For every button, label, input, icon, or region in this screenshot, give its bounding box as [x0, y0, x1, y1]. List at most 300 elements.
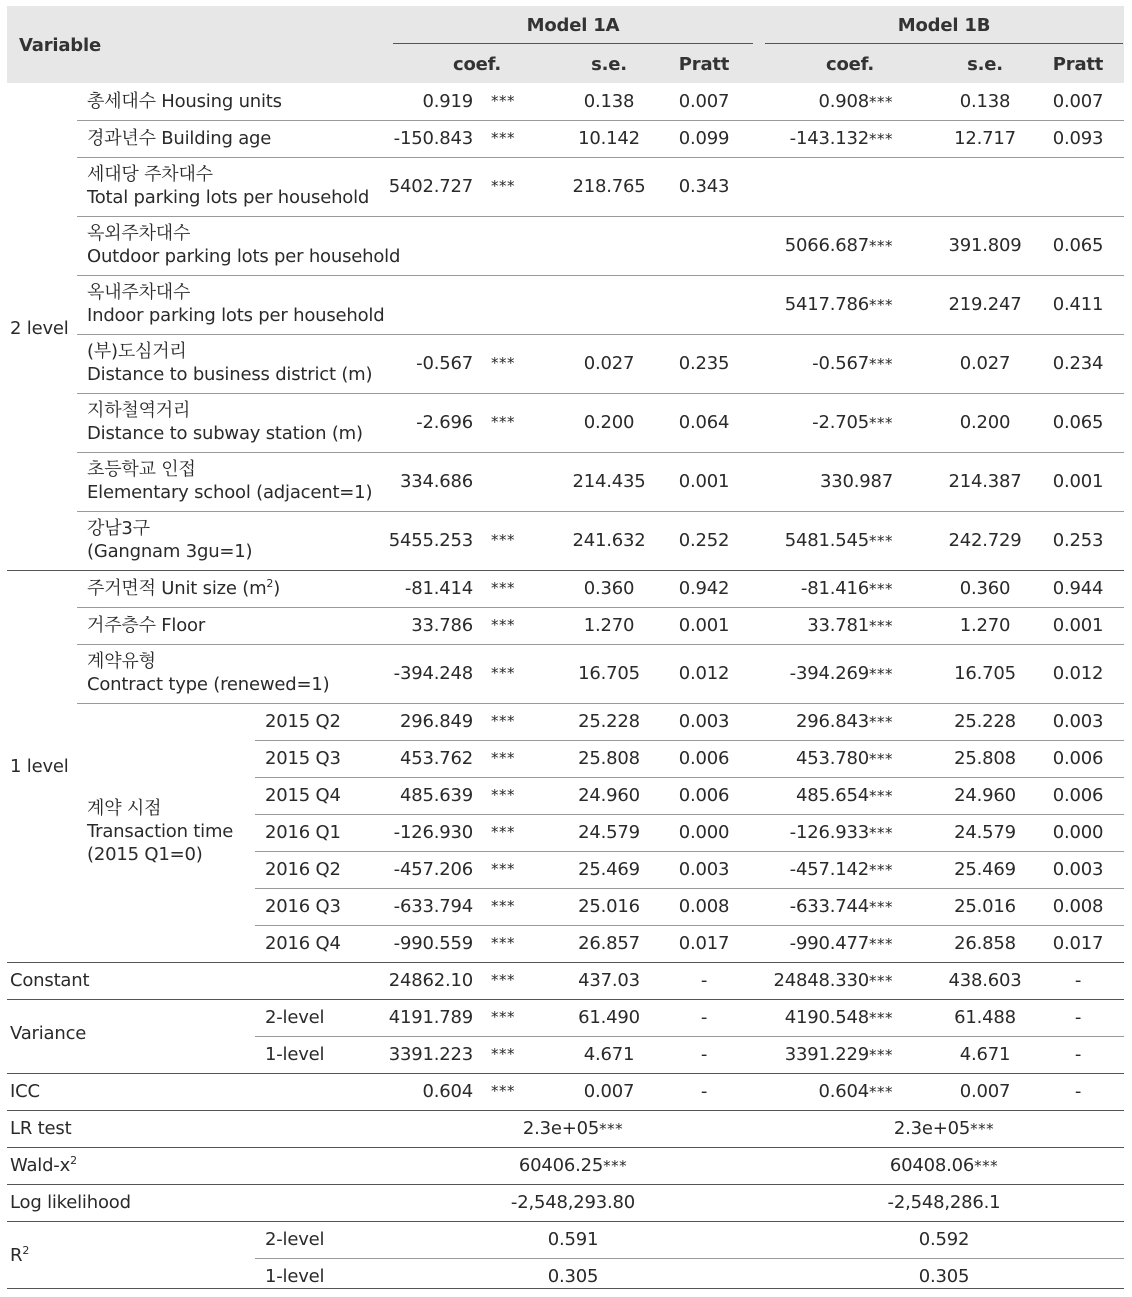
sig-a-cell: *** [491, 749, 515, 767]
sig-a-cell: *** [491, 897, 515, 915]
pratt-b-cell: 0.065 [1052, 235, 1104, 256]
se-a-cell: 241.632 [572, 530, 646, 551]
se-a-cell: 25.228 [578, 711, 640, 732]
col-pratt-b: Pratt [1052, 54, 1104, 75]
superscript: 2 [266, 577, 274, 590]
se-a-cell: 0.027 [583, 353, 635, 374]
coef-b-value: 453.780 [795, 748, 869, 769]
transaction-time-ko: 계약 시점 [87, 798, 162, 819]
se-b-cell: 0.360 [959, 578, 1011, 599]
coef-b-value: 3391.229 [784, 1044, 869, 1065]
sig-b-value: *** [869, 93, 893, 111]
variable-label-text: 경과년수 Building age [87, 128, 272, 149]
row-rule [77, 334, 1124, 335]
coef-a-cell: 296.849 [399, 711, 473, 732]
r2-level-label: 2-level [265, 1229, 325, 1250]
coef-b-cell [707, 293, 893, 317]
pratt-b-cell: 0.006 [1052, 748, 1104, 769]
se-b-cell: 12.717 [954, 128, 1016, 149]
wald-b-value: 60408.06 [889, 1155, 975, 1176]
row-rule [77, 607, 1124, 608]
coef-a-cell: -0.567 [416, 353, 473, 374]
quarter-label: 2015 Q2 [265, 711, 341, 732]
pratt-b-cell: - [1074, 970, 1082, 991]
variable-label [87, 90, 282, 113]
coef-b-value: 330.987 [819, 471, 893, 492]
se-a-cell: 16.705 [578, 663, 640, 684]
lr-test-b [765, 1117, 1123, 1141]
se-a-cell: 25.808 [578, 748, 640, 769]
wald-a [393, 1154, 753, 1178]
coef-a-cell: 485.639 [399, 785, 473, 806]
pratt-b-cell: 0.001 [1052, 615, 1104, 636]
pratt-a-cell: 0.008 [678, 896, 730, 917]
se-b-cell: 214.387 [948, 471, 1022, 492]
sig-a-cell: *** [491, 616, 515, 634]
sig-a-cell: *** [491, 354, 515, 372]
section-rule [7, 999, 1124, 1000]
coef-b-value: 5417.786 [784, 294, 869, 315]
sig-a-cell: *** [491, 712, 515, 730]
pratt-a-cell: 0.012 [678, 663, 730, 684]
sig-a-cell: *** [491, 129, 515, 147]
wald-a-value: 60406.25 [518, 1155, 604, 1176]
sig-a-cell: *** [491, 177, 515, 195]
coef-b-value: 4190.548 [784, 1007, 869, 1028]
pratt-a-cell: 0.000 [678, 822, 730, 843]
coef-a-cell: -633.794 [393, 896, 473, 917]
model-a-header: Model 1A [526, 15, 620, 36]
se-a-cell: 24.579 [578, 822, 640, 843]
coef-b-cell [707, 1043, 893, 1067]
se-b-cell: 219.247 [948, 294, 1022, 315]
pratt-b-cell: 0.012 [1052, 663, 1104, 684]
level1-label: 1 level [10, 756, 69, 777]
r2-a [393, 1265, 753, 1288]
r2-a [393, 1228, 753, 1251]
r2-b-value: 0.305 [918, 1266, 970, 1287]
wald-label-text: Wald-x [10, 1155, 71, 1176]
coef-b-cell [707, 90, 893, 114]
variable-label [87, 614, 205, 637]
pratt-a-cell: 0.252 [678, 530, 730, 551]
pratt-b-cell: 0.007 [1052, 91, 1104, 112]
coef-b-cell [707, 747, 893, 771]
wald-sig-b: *** [974, 1157, 999, 1175]
se-a-cell: 0.007 [583, 1081, 635, 1102]
sig-b-value: *** [869, 898, 893, 916]
se-b-cell: 4.671 [959, 1044, 1011, 1065]
section-rule [7, 1221, 1124, 1222]
section-rule [7, 1184, 1124, 1185]
variable-label-text: 주거면적 Unit size (m [87, 578, 267, 599]
sig-b-value: *** [869, 665, 893, 683]
coef-b-value: -2.705 [812, 412, 869, 433]
quarter-label: 2016 Q2 [265, 859, 341, 880]
se-b-cell: 1.270 [959, 615, 1011, 636]
se-b-cell: 24.579 [954, 822, 1016, 843]
coef-a-cell: -394.248 [393, 663, 473, 684]
model-b-header: Model 1B [897, 15, 991, 36]
row-rule [255, 851, 1124, 852]
variable-label-en: (Gangnam 3gu=1) [87, 541, 253, 562]
r2-a-value: 0.305 [547, 1266, 599, 1287]
pratt-b-cell: - [1074, 1044, 1082, 1065]
coef-a-cell: 3391.223 [388, 1044, 473, 1065]
coef-b-cell [707, 1080, 893, 1104]
r2-a-value: 0.591 [547, 1229, 599, 1250]
coef-b-value: -0.567 [812, 353, 869, 374]
loglik-label: Log likelihood [10, 1192, 131, 1213]
loglik-a-value: -2,548,293.80 [510, 1192, 636, 1213]
section-rule [7, 1073, 1124, 1074]
pratt-b-cell: 0.017 [1052, 933, 1104, 954]
coef-a-cell: -2.696 [416, 412, 473, 433]
row-rule [255, 925, 1124, 926]
pratt-b-cell: 0.253 [1052, 530, 1104, 551]
variable-label-en: Indoor parking lots per household [87, 305, 385, 326]
quarter-label: 2016 Q4 [265, 933, 341, 954]
coef-b-cell [707, 895, 893, 919]
variable-label [87, 577, 280, 600]
row-rule [77, 703, 1124, 704]
coef-b-cell [707, 662, 893, 686]
coef-b-cell [707, 710, 893, 734]
pratt-b-cell: - [1074, 1007, 1082, 1028]
se-a-cell: 25.469 [578, 859, 640, 880]
sig-b-value: *** [869, 713, 893, 731]
variable-label-ko: (부)도심거리 [87, 341, 187, 362]
lr-test-a [393, 1117, 753, 1141]
wald-b [765, 1154, 1123, 1178]
row-rule [255, 740, 1124, 741]
pratt-a-cell: 0.003 [678, 859, 730, 880]
coef-b-cell [707, 1006, 893, 1030]
row-rule [255, 1036, 1124, 1037]
coef-b-cell [707, 821, 893, 845]
superscript: 2 [22, 1244, 30, 1257]
pratt-a-cell: 0.343 [678, 176, 730, 197]
coef-a-cell: 33.786 [411, 615, 473, 636]
coef-a-cell: -990.559 [393, 933, 473, 954]
quarter-label: 2015 Q3 [265, 748, 341, 769]
pratt-a-cell: 0.235 [678, 353, 730, 374]
coef-b-value: -633.744 [789, 896, 869, 917]
variable-label-ko: 옥외주차대수 [87, 223, 191, 244]
coef-a-cell: -150.843 [393, 128, 473, 149]
pratt-b-cell: - [1074, 1081, 1082, 1102]
pratt-a-cell: 0.007 [678, 91, 730, 112]
superscript: 2 [70, 1154, 77, 1167]
coef-b-value: -143.132 [789, 128, 869, 149]
se-a-cell: 25.016 [578, 896, 640, 917]
se-b-cell: 16.705 [954, 663, 1016, 684]
variable-header: Variable [19, 35, 101, 56]
model-b-rule [765, 43, 1123, 44]
se-a-cell: 24.960 [578, 785, 640, 806]
variable-label-en: Outdoor parking lots per household [87, 246, 401, 267]
loglik-a [393, 1191, 753, 1214]
row-rule [77, 511, 1124, 512]
se-a-cell: 1.270 [583, 615, 635, 636]
sig-b-value: *** [869, 750, 893, 768]
variable-label-ko: 초등학교 인접 [87, 459, 196, 480]
variable-label-text: 거주층수 Floor [87, 615, 206, 636]
se-a-cell: 4.671 [583, 1044, 635, 1065]
row-rule [77, 157, 1124, 158]
sig-b-value: *** [869, 972, 893, 990]
sig-b-value: *** [869, 296, 893, 314]
row-rule [255, 814, 1124, 815]
coef-a-cell: 24862.10 [388, 970, 473, 991]
quarter-label: 2015 Q4 [265, 785, 341, 806]
pratt-a-cell: - [700, 1007, 708, 1028]
row-rule [77, 452, 1124, 453]
sig-b-value: *** [869, 935, 893, 953]
col-coef-a: coef. [453, 54, 501, 75]
sig-b-value: *** [869, 824, 893, 842]
coef-b-cell [707, 234, 893, 258]
sig-a-cell: *** [491, 92, 515, 110]
se-b-cell: 24.960 [954, 785, 1016, 806]
sig-a-cell: *** [491, 664, 515, 682]
sig-b-value: *** [869, 861, 893, 879]
coef-b-value: -457.142 [789, 859, 869, 880]
variable-label-ko: 강남3구 [87, 518, 150, 539]
sig-a-cell: *** [491, 1045, 515, 1063]
sig-a-cell: *** [491, 1082, 515, 1100]
coef-a-cell: 5455.253 [388, 530, 473, 551]
col-pratt-a: Pratt [678, 54, 730, 75]
variable-label-en: Distance to subway station (m) [87, 423, 363, 444]
section-rule [7, 1147, 1124, 1148]
variance-level-label: 1-level [265, 1044, 325, 1065]
r2-b-value: 0.592 [918, 1229, 970, 1250]
sig-b-value: *** [869, 237, 893, 255]
level-divider [7, 962, 1124, 963]
variable-label-ko: 옥내주차대수 [87, 282, 191, 303]
r2-b [765, 1265, 1123, 1288]
se-b-cell: 438.603 [948, 970, 1022, 991]
variable-label-text: 총세대수 Housing units [87, 91, 282, 112]
wald-label [10, 1154, 77, 1177]
coef-a-cell: -81.414 [404, 578, 473, 599]
coef-b-value: 33.781 [807, 615, 869, 636]
se-b-cell: 0.027 [959, 353, 1011, 374]
sig-a-cell: *** [491, 860, 515, 878]
sig-b-value: *** [869, 532, 893, 550]
coef-b-value: -990.477 [789, 933, 869, 954]
r2-b [765, 1228, 1123, 1251]
variable-label [87, 127, 271, 150]
sig-b-value: *** [869, 1083, 893, 1101]
coef-b-value: -81.416 [800, 578, 869, 599]
sig-a-cell: *** [491, 413, 515, 431]
row-rule [255, 888, 1124, 889]
variable-label-en: Total parking lots per household [87, 187, 370, 208]
row-rule [255, 1258, 1124, 1259]
coef-b-cell [707, 858, 893, 882]
variable-label-tail: ) [273, 578, 281, 599]
variance-level-label: 2-level [265, 1007, 325, 1028]
icc-label: ICC [10, 1081, 40, 1102]
row-rule [77, 393, 1124, 394]
sig-a-cell: *** [491, 823, 515, 841]
coef-b-cell [707, 470, 893, 494]
section-rule [7, 1110, 1124, 1111]
pratt-a-cell: - [700, 1081, 708, 1102]
se-b-cell: 25.469 [954, 859, 1016, 880]
se-a-cell: 0.138 [583, 91, 635, 112]
sig-a-cell: *** [491, 531, 515, 549]
sig-b-value: *** [869, 617, 893, 635]
sig-b-value: *** [869, 580, 893, 598]
pratt-b-cell: 0.003 [1052, 859, 1104, 880]
coef-b-value: 296.843 [795, 711, 869, 732]
col-coef-b: coef. [826, 54, 874, 75]
pratt-a-cell: 0.942 [678, 578, 730, 599]
coef-b-value: 485.654 [795, 785, 869, 806]
lr-test-a-value: 2.3e+05 [522, 1118, 600, 1139]
variable-label-en: Elementary school (adjacent=1) [87, 482, 373, 503]
se-b-cell: 61.488 [954, 1007, 1016, 1028]
pratt-a-cell: - [700, 970, 708, 991]
variable-label-ko: 계약유형 [87, 651, 156, 672]
coef-b-cell [707, 529, 893, 553]
sig-b-value: *** [869, 787, 893, 805]
se-a-cell: 0.360 [583, 578, 635, 599]
se-a-cell: 437.03 [578, 970, 640, 991]
coef-a-cell: -126.930 [393, 822, 473, 843]
wald-sig-a: *** [603, 1157, 628, 1175]
model-a-rule [393, 43, 753, 44]
coef-a-cell: 334.686 [399, 471, 473, 492]
variable-label-en: Distance to business district (m) [87, 364, 373, 385]
sig-a-cell: *** [491, 971, 515, 989]
pratt-a-cell: 0.003 [678, 711, 730, 732]
loglik-b [765, 1191, 1123, 1214]
coef-a-cell: 0.604 [422, 1081, 473, 1102]
se-b-cell: 0.200 [959, 412, 1011, 433]
coef-a-cell: 0.919 [422, 91, 473, 112]
pratt-b-cell: 0.944 [1052, 578, 1104, 599]
se-b-cell: 0.007 [959, 1081, 1011, 1102]
bottom-rule [7, 1288, 1124, 1289]
coef-b-value: -394.269 [789, 663, 869, 684]
se-b-cell: 391.809 [948, 235, 1022, 256]
coef-a-cell: 453.762 [399, 748, 473, 769]
lr-test-label: LR test [10, 1118, 72, 1139]
variable-label-ko: 지하철역거리 [87, 400, 191, 421]
pratt-b-cell: 0.234 [1052, 353, 1104, 374]
pratt-b-cell: 0.008 [1052, 896, 1104, 917]
row-rule [255, 777, 1124, 778]
pratt-a-cell: - [700, 1044, 708, 1065]
regression-table [7, 6, 1124, 1289]
col-se-b: s.e. [967, 54, 1003, 75]
coef-b-cell [707, 127, 893, 151]
coef-b-value: 5481.545 [784, 530, 869, 551]
lr-test-b-value: 2.3e+05 [893, 1118, 971, 1139]
coef-b-cell [707, 614, 893, 638]
variable-label-ko: 세대당 주차대수 [87, 164, 213, 185]
lr-sig-b: *** [970, 1120, 995, 1138]
transaction-time-base: (2015 Q1=0) [87, 844, 203, 865]
pratt-a-cell: 0.099 [678, 128, 730, 149]
coef-b-value: 24848.330 [773, 970, 869, 991]
pratt-a-cell: 0.017 [678, 933, 730, 954]
se-a-cell: 10.142 [578, 128, 640, 149]
se-b-cell: 25.016 [954, 896, 1016, 917]
level2-label: 2 level [10, 318, 69, 339]
sig-a-cell: *** [491, 786, 515, 804]
coef-b-cell [707, 577, 893, 601]
pratt-a-cell: 0.001 [678, 615, 730, 636]
coef-b-value: 0.908 [818, 91, 869, 112]
se-a-cell: 214.435 [572, 471, 646, 492]
pratt-b-cell: 0.065 [1052, 412, 1104, 433]
quarter-label: 2016 Q1 [265, 822, 341, 843]
row-rule [77, 216, 1124, 217]
sig-a-cell: *** [491, 579, 515, 597]
coef-b-value: -126.933 [789, 822, 869, 843]
se-b-cell: 25.228 [954, 711, 1016, 732]
sig-a-cell: *** [491, 1008, 515, 1026]
se-b-cell: 26.858 [954, 933, 1016, 954]
coef-a-cell: 5402.727 [388, 176, 473, 197]
r2-label [10, 1244, 29, 1267]
lr-sig-a: *** [599, 1120, 624, 1138]
sig-b-value: *** [869, 130, 893, 148]
row-rule [77, 275, 1124, 276]
pratt-a-cell: 0.001 [678, 471, 730, 492]
coef-b-cell [707, 352, 893, 376]
coef-b-cell [707, 411, 893, 435]
se-a-cell: 0.200 [583, 412, 635, 433]
pratt-b-cell: 0.000 [1052, 822, 1104, 843]
pratt-b-cell: 0.006 [1052, 785, 1104, 806]
pratt-b-cell: 0.003 [1052, 711, 1104, 732]
pratt-b-cell: 0.093 [1052, 128, 1104, 149]
row-rule [77, 644, 1124, 645]
coef-a-cell: -457.206 [393, 859, 473, 880]
sig-a-cell: *** [491, 934, 515, 952]
se-b-cell: 25.808 [954, 748, 1016, 769]
coef-b-cell [707, 932, 893, 956]
coef-b-value: 0.604 [818, 1081, 869, 1102]
variance-label: Variance [10, 1023, 87, 1044]
pratt-a-cell: 0.006 [678, 748, 730, 769]
coef-b-cell [707, 784, 893, 808]
level-divider [7, 570, 1124, 571]
col-se-a: s.e. [591, 54, 627, 75]
pratt-a-cell: 0.064 [678, 412, 730, 433]
row-rule [77, 120, 1124, 121]
coef-a-cell: 4191.789 [388, 1007, 473, 1028]
quarter-label: 2016 Q3 [265, 896, 341, 917]
pratt-a-cell: 0.006 [678, 785, 730, 806]
se-a-cell: 218.765 [572, 176, 646, 197]
pratt-b-cell: 0.411 [1052, 294, 1104, 315]
sig-b-value: *** [869, 1009, 893, 1027]
se-a-cell: 26.857 [578, 933, 640, 954]
constant-label: Constant [10, 970, 90, 991]
sig-b-value: *** [869, 414, 893, 432]
pratt-b-cell: 0.001 [1052, 471, 1104, 492]
sig-b-value: *** [869, 1046, 893, 1064]
coef-b-value: 5066.687 [784, 235, 869, 256]
transaction-time-en: Transaction time [87, 821, 234, 842]
